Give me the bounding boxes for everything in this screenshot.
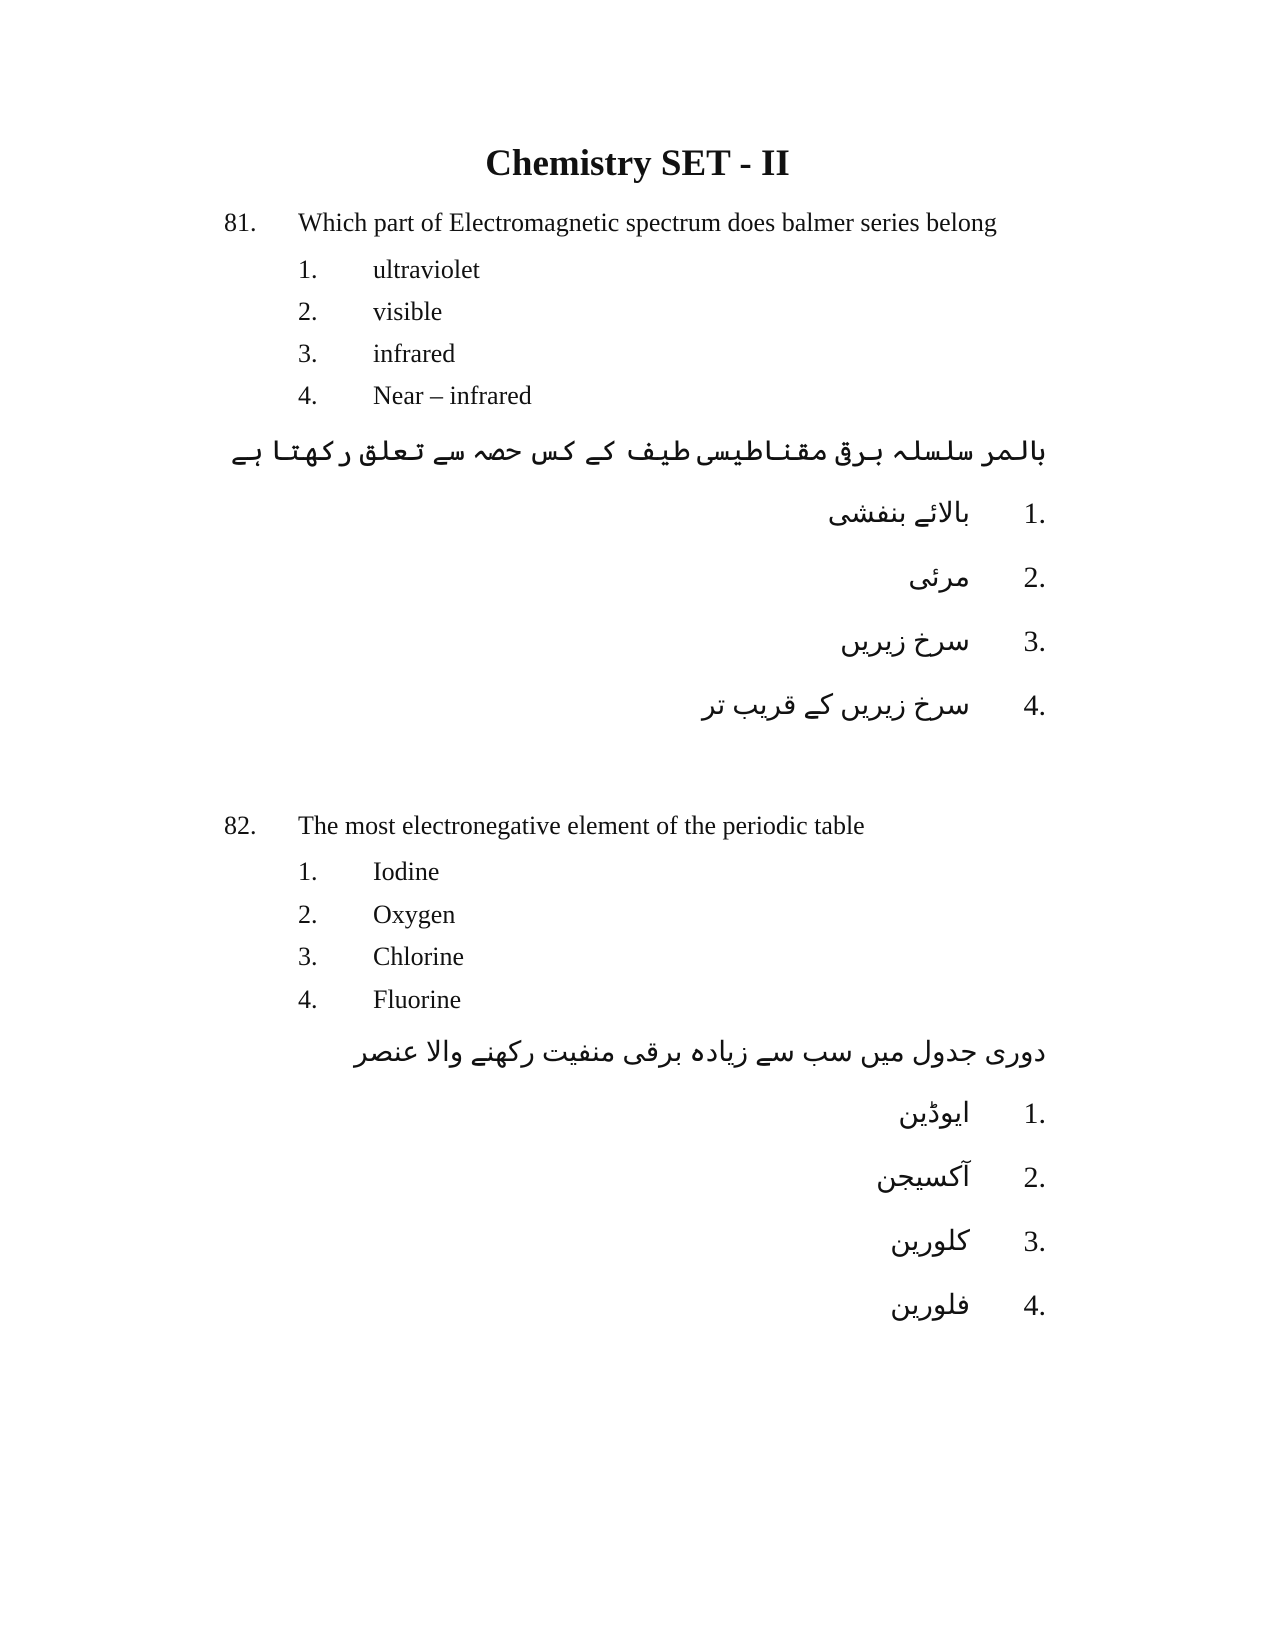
urdu-option-number: 2.: [1023, 561, 1046, 594]
option-number: 1.: [298, 255, 318, 284]
option-text: visible: [373, 297, 443, 326]
urdu-question-text: دوری جدول میں سب سے زیادہ برقی منفیت رکھنے والا عنصر: [354, 1037, 1046, 1068]
urdu-option-text: سرخ زیریں: [840, 626, 970, 657]
option-number: 2.: [298, 297, 318, 326]
urdu-option-number: 4.: [1023, 689, 1046, 722]
option-number: 3.: [298, 942, 318, 971]
option-number: 4.: [298, 985, 318, 1014]
option-text: Fluorine: [373, 985, 462, 1014]
urdu-option-text: ایوڈین: [898, 1098, 970, 1129]
question-number: 82.: [224, 811, 257, 840]
urdu-option-text: آکسیجن: [876, 1162, 970, 1193]
urdu-option-text: بالائے بنفشی: [827, 498, 970, 529]
option-number: 4.: [298, 381, 318, 410]
option-number: 3.: [298, 339, 318, 368]
urdu-option-text: کلورین: [890, 1226, 970, 1257]
page-title: Chemistry SET - II: [485, 143, 790, 184]
urdu-option-text: مرئی: [908, 562, 970, 593]
urdu-option-number: 4.: [1023, 1289, 1046, 1322]
question-number: 81.: [224, 208, 257, 237]
question-text: The most electronegative element of the periodic table: [298, 811, 865, 840]
urdu-option-text: فلورین: [890, 1290, 970, 1321]
option-number: 1.: [298, 857, 318, 886]
urdu-option-text: سرخ زیریں کے قریب تر: [702, 690, 970, 721]
urdu-option-number: 1.: [1023, 1097, 1046, 1130]
urdu-option-number: 1.: [1023, 497, 1046, 530]
option-text: Chlorine: [373, 942, 464, 971]
option-text: Oxygen: [373, 900, 456, 929]
urdu-option-number: 3.: [1023, 625, 1046, 658]
urdu-option-number: 2.: [1023, 1161, 1046, 1194]
option-text: Near – infrared: [373, 381, 532, 410]
option-number: 2.: [298, 900, 318, 929]
urdu-question-text: بالمر سلسلہ برقی مقناطیسی طیف کے کس حصہ سے تعلق رکھتا ہے: [230, 436, 1046, 467]
urdu-option-number: 3.: [1023, 1225, 1046, 1258]
option-text: infrared: [373, 339, 456, 368]
option-text: Iodine: [373, 857, 440, 886]
question-text: Which part of Electromagnetic spectrum does balmer series belong: [298, 208, 997, 237]
option-text: ultraviolet: [373, 255, 480, 284]
